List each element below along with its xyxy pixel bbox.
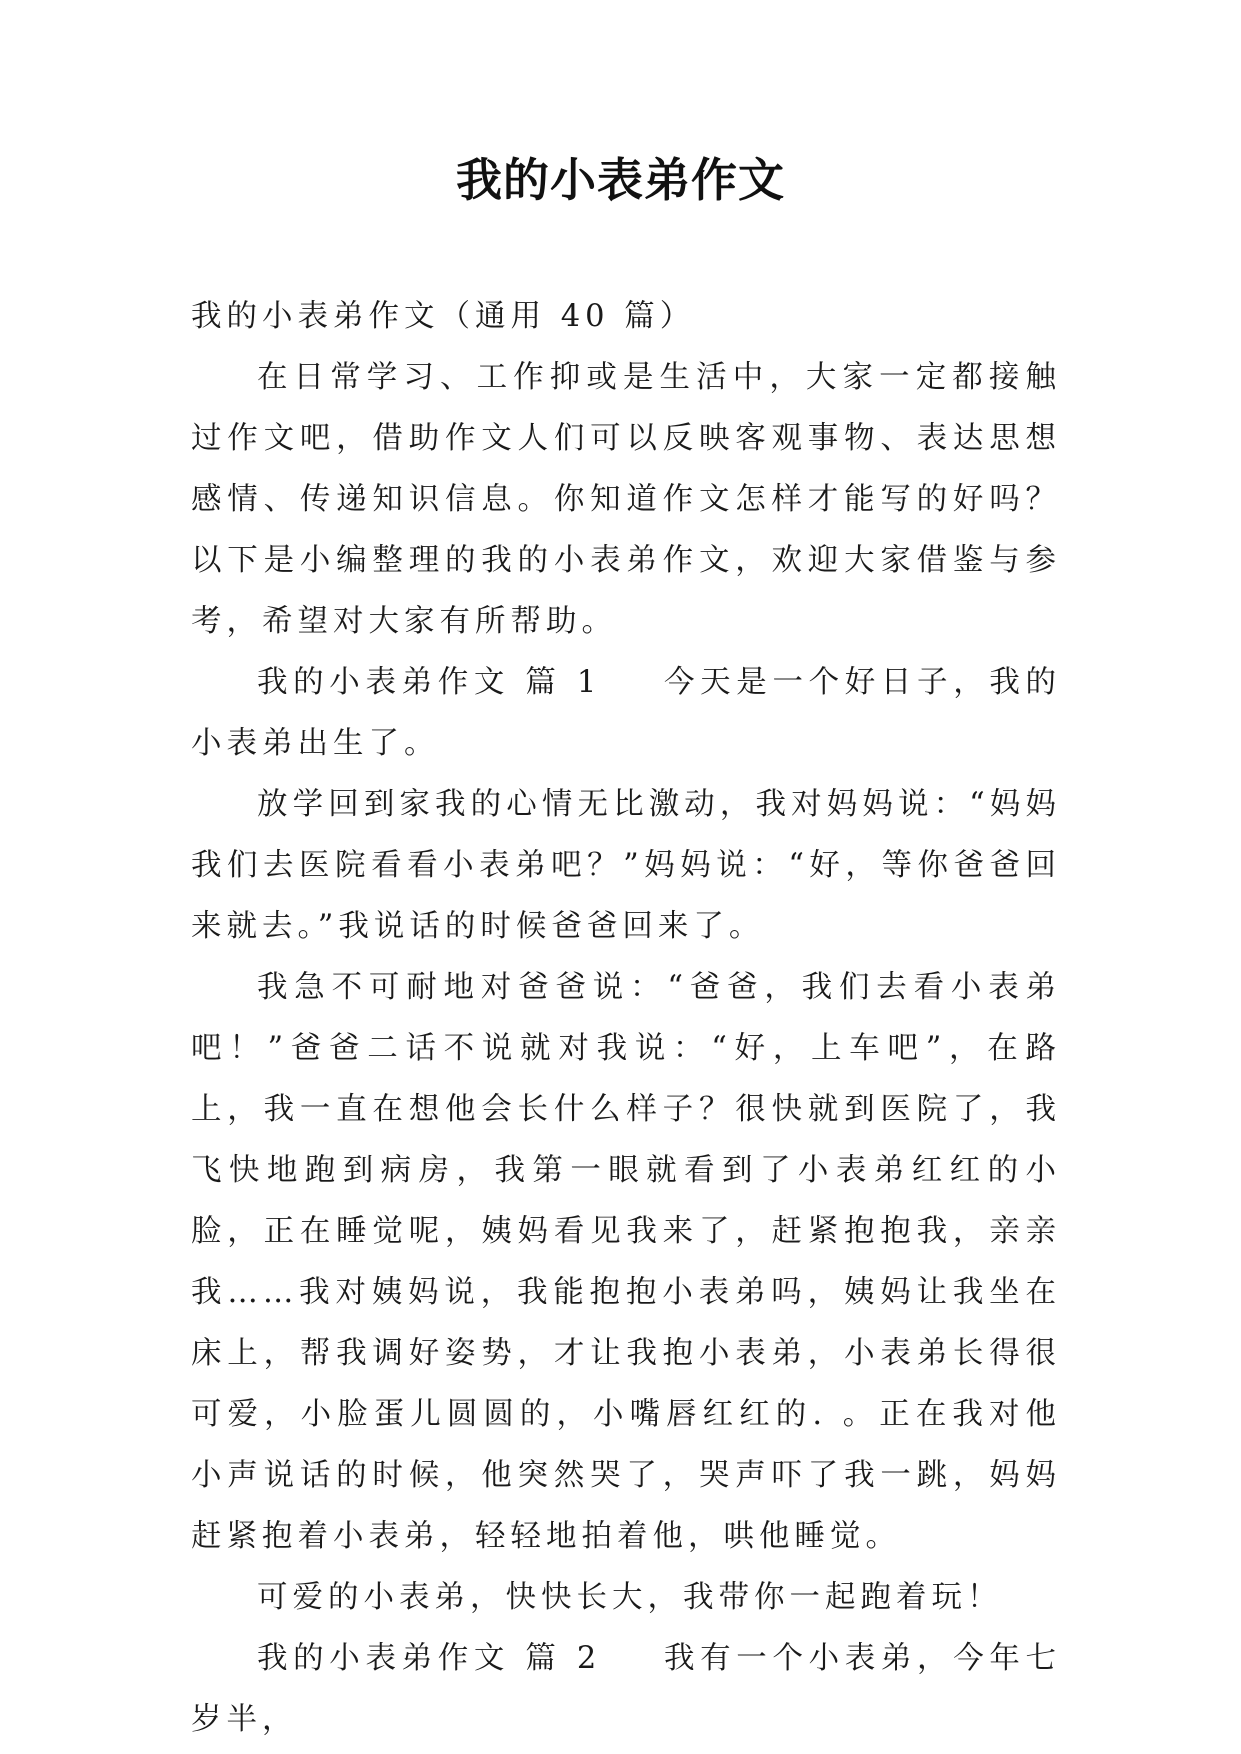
essay-1-paragraph: 放学回到家我的心情无比激动，我对妈妈说：“妈妈我们去医院看看小表弟吧？”妈妈说：“好，等你爸爸回来就去。”我说话的时候爸爸回来了。 (191, 787, 1061, 944)
intro-paragraph: 在日常学习、工作抑或是生活中，大家一定都接触过作文吧，借助作文人们可以反映客观事物、表达思想感情、传递知识信息。你知道作文怎样才能写的好吗？以下是小编整理的我的小表弟作文，欢迎大家借鉴与参考，希望对大家有所帮助。 (191, 360, 1061, 639)
document-body (191, 286, 1061, 1750)
essay-1-heading: 我的小表弟作文 篇 1 (257, 665, 602, 700)
essay-2-opening (191, 1628, 1061, 1750)
essay-1-opening (191, 652, 1061, 774)
essay-1-paragraph: 我急不可耐地对爸爸说：“爸爸，我们去看小表弟吧！”爸爸二话不说就对我说：“好，上车吧”，在路上，我一直在想他会长什么样子？很快就到医院了，我飞快地跑到病房，我第一眼就看到了小表弟红红的小脸，正在睡觉呢，姨妈看见我来了，赶紧抱抱我，亲亲我……我对姨妈说，我能抱抱小表弟吗，姨妈让我坐在床上，帮我调好姿势，才让我抱小表弟，小表弟长得很可爱，小脸蛋儿圆圆的，小嘴唇红红的. 。正在我对他小声说话的时候，他突然哭了，哭声吓了我一跳，妈妈赶紧抱着小表弟，轻轻地拍着他，哄他睡觉。 (191, 970, 1061, 1554)
essay-1-first-line: 今天是一个好日子，我的小表弟出生了。 (191, 665, 1062, 761)
essay-2-first-line: 我有一个小表弟，今年七岁半， (191, 1641, 1062, 1737)
document-subtitle: 我的小表弟作文（通用 40 篇） (191, 299, 696, 334)
essay-1-paragraph: 可爱的小表弟，快快长大，我带你一起跑着玩！ (257, 1580, 1003, 1615)
essay-2-heading: 我的小表弟作文 篇 2 (257, 1641, 602, 1676)
page-title: 我的小表弟作文 (456, 153, 785, 207)
